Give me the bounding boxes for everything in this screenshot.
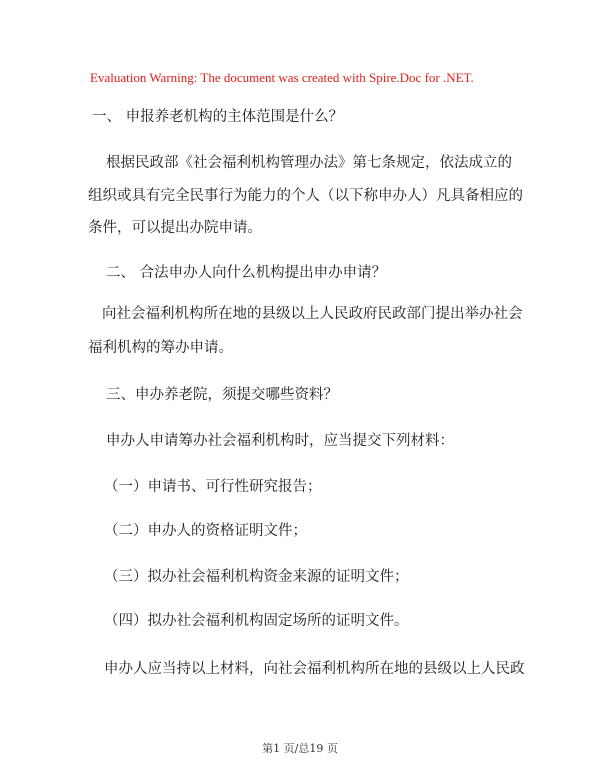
paragraph-line: 申办人应当持以上材料，向社会福利机构所在地的县级以上人民政 (104, 661, 525, 677)
section-1-heading: 一、 申报养老机构的主体范围是什么？ (92, 109, 344, 125)
paragraph-line: 条件，可以提出办院申请。 (88, 220, 262, 236)
list-item: （四）拟办社会福利机构固定场所的证明文件。 (104, 613, 409, 629)
paragraph-line: 根据民政部《社会福利机构管理办法》第七条规定，依法成立的 (106, 155, 512, 171)
paragraph-line: 福利机构的筹办申请。 (88, 340, 233, 356)
paragraph-line: 组织或具有完全民事行为能力的个人（以下称申办人）凡具备相应的 (88, 188, 523, 204)
paragraph-line: 向社会福利机构所在地的县级以上人民政府民政部门提出举办社会 (102, 306, 523, 322)
section-3-heading: 三、申办养老院，须提交哪些资料？ (106, 387, 338, 403)
list-item: （三）拟办社会福利机构资金来源的证明文件； (104, 569, 409, 585)
evaluation-warning: Evaluation Warning: The document was created with Spire.Doc for .NET. (90, 70, 474, 85)
page-number: 第1 页/总19 页 (262, 742, 338, 755)
paragraph-line: 申办人申请筹办社会福利机构时，应当提交下列材料： (106, 433, 454, 449)
list-item: （一）申请书、可行性研究报告； (104, 479, 322, 495)
section-2-heading: 二、 合法申办人向什么机构提出申办申请？ (106, 265, 387, 281)
list-item: （二）申办人的资格证明文件； (104, 523, 307, 539)
